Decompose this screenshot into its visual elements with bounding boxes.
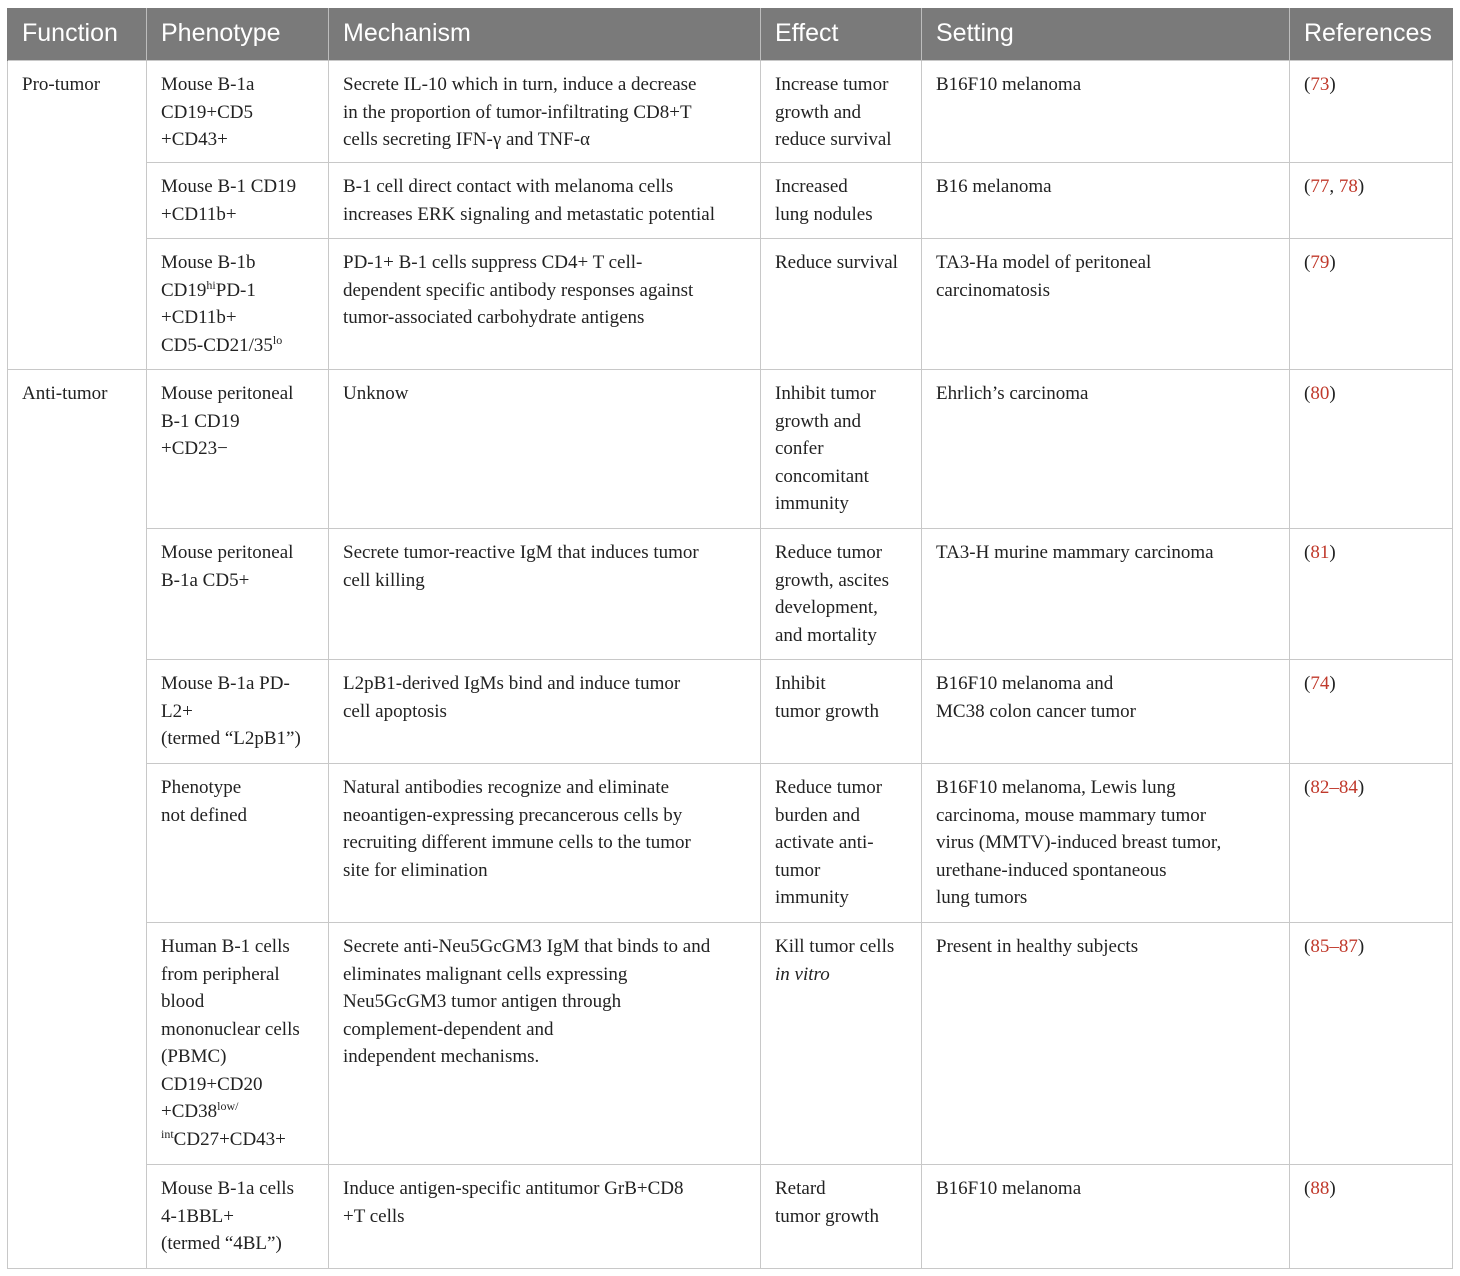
phenotype-cell: Mouse peritoneal B-1 CD19 +CD23− bbox=[147, 370, 329, 529]
phenotype-cell: Mouse B-1a CD19+CD5 +CD43+ bbox=[147, 61, 329, 163]
setting-cell: B16F10 melanoma and MC38 colon cancer tumor bbox=[922, 660, 1290, 764]
table-row bbox=[8, 163, 1453, 239]
table-row bbox=[8, 1165, 1453, 1269]
table-row bbox=[8, 660, 1453, 764]
header-phenotype: Phenotype bbox=[147, 8, 329, 61]
reference-link[interactable]: 73 bbox=[1310, 74, 1330, 95]
header-row bbox=[8, 8, 1453, 61]
references-cell: (79) bbox=[1290, 239, 1453, 370]
table-row bbox=[8, 370, 1453, 529]
mechanism-cell: B-1 cell direct contact with melanoma cells increases ERK signaling and metastatic potential bbox=[329, 163, 761, 239]
phenotype-cell: Mouse B-1 CD19 +CD11b+ bbox=[147, 163, 329, 239]
reference-link[interactable]: 85–87 bbox=[1310, 936, 1358, 957]
references-cell: (74) bbox=[1290, 660, 1453, 764]
effect-cell: Reduce tumor burden and activate anti- tumor immunity bbox=[761, 764, 922, 923]
reference-link[interactable]: 79 bbox=[1310, 252, 1330, 273]
references-cell: (73) bbox=[1290, 61, 1453, 163]
references-cell: (81) bbox=[1290, 529, 1453, 660]
phenotype-cell: Mouse B-1a PD- L2+ (termed “L2pB1”) bbox=[147, 660, 329, 764]
references-cell: (88) bbox=[1290, 1165, 1453, 1269]
mechanism-cell: Natural antibodies recognize and eliminate neoantigen-expressing precancerous cells by recruiting different immune cells to the tumor site for elimination bbox=[329, 764, 761, 923]
setting-cell: B16 melanoma bbox=[922, 163, 1290, 239]
function-cell: Pro-tumor bbox=[8, 61, 147, 370]
header-setting: Setting bbox=[922, 8, 1290, 61]
effect-cell: Increase tumor growth and reduce survival bbox=[761, 61, 922, 163]
effect-cell: Retard tumor growth bbox=[761, 1165, 922, 1269]
mechanism-cell: Unknow bbox=[329, 370, 761, 529]
table-row bbox=[8, 764, 1453, 923]
mechanism-cell: PD-1+ B-1 cells suppress CD4+ T cell- dependent specific antibody responses against tumor-associated carbohydrate antigens bbox=[329, 239, 761, 370]
header-references: References bbox=[1290, 8, 1453, 61]
mechanism-cell: Induce antigen-specific antitumor GrB+CD8 +T cells bbox=[329, 1165, 761, 1269]
reference-link[interactable]: 74 bbox=[1310, 673, 1330, 694]
effect-cell: Inhibit tumor growth and confer concomitant immunity bbox=[761, 370, 922, 529]
reference-link[interactable]: 78 bbox=[1338, 176, 1358, 197]
references-cell: (82–84) bbox=[1290, 764, 1453, 923]
reference-link[interactable]: 81 bbox=[1310, 542, 1330, 563]
header-effect: Effect bbox=[761, 8, 922, 61]
reference-link[interactable]: 82–84 bbox=[1310, 777, 1358, 798]
references-cell: (77, 78) bbox=[1290, 163, 1453, 239]
mechanism-cell: Secrete IL-10 which in turn, induce a decrease in the proportion of tumor-infiltrating CD8+T cells secreting IFN-γ and TNF-α bbox=[329, 61, 761, 163]
table-row bbox=[8, 529, 1453, 660]
table-row bbox=[8, 61, 1453, 163]
setting-cell: TA3-Ha model of peritoneal carcinomatosis bbox=[922, 239, 1290, 370]
phenotype-cell: Human B-1 cells from peripheral blood mononuclear cells (PBMC) CD19+CD20 $+CD38^{low/}$ $^{int}$CD27+CD43+ bbox=[147, 923, 329, 1165]
setting-cell: B16F10 melanoma bbox=[922, 61, 1290, 163]
setting-cell: B16F10 melanoma bbox=[922, 1165, 1290, 1269]
effect-cell: Increased lung nodules bbox=[761, 163, 922, 239]
effect-cell: Reduce tumor growth, ascites development, and mortality bbox=[761, 529, 922, 660]
reference-link[interactable]: 88 bbox=[1310, 1178, 1330, 1199]
mechanism-cell: Secrete tumor-reactive IgM that induces tumor cell killing bbox=[329, 529, 761, 660]
effect-cell: Inhibit tumor growth bbox=[761, 660, 922, 764]
references-cell: (80) bbox=[1290, 370, 1453, 529]
reference-link[interactable]: 80 bbox=[1310, 383, 1330, 404]
setting-cell: Ehrlich’s carcinoma bbox=[922, 370, 1290, 529]
function-cell: Anti-tumor bbox=[8, 370, 147, 1269]
phenotype-cell: Mouse peritoneal B-1a CD5+ bbox=[147, 529, 329, 660]
effect-cell: Kill tumor cells in vitro bbox=[761, 923, 922, 1165]
table-row bbox=[8, 923, 1453, 1165]
header-mechanism: Mechanism bbox=[329, 8, 761, 61]
references-cell: (85–87) bbox=[1290, 923, 1453, 1165]
header-function: Function bbox=[8, 8, 147, 61]
phenotype-cell: Phenotype not defined bbox=[147, 764, 329, 923]
reference-link[interactable]: 77 bbox=[1310, 176, 1330, 197]
phenotype-cell: Mouse B-1a cells 4-1BBL+ (termed “4BL”) bbox=[147, 1165, 329, 1269]
setting-cell: B16F10 melanoma, Lewis lung carcinoma, mouse mammary tumor virus (MMTV)-induced breast tumor, urethane-induced spontaneous lung tumors bbox=[922, 764, 1290, 923]
setting-cell: TA3-H murine mammary carcinoma bbox=[922, 529, 1290, 660]
mechanism-cell: L2pB1-derived IgMs bind and induce tumor cell apoptosis bbox=[329, 660, 761, 764]
mechanism-cell: Secrete anti-Neu5GcGM3 IgM that binds to and eliminates malignant cells expressing Neu5GcGM3 tumor antigen through complement-dependent and independent mechanisms. bbox=[329, 923, 761, 1165]
effect-cell: Reduce survival bbox=[761, 239, 922, 370]
phenotype-cell: Mouse B-1b $CD19^{hi}PD-1$ +CD11b+ $CD5-CD21/35^{lo}$ bbox=[147, 239, 329, 370]
b1-cells-tumor-table bbox=[7, 8, 1453, 1269]
table-row bbox=[8, 239, 1453, 370]
setting-cell: Present in healthy subjects bbox=[922, 923, 1290, 1165]
